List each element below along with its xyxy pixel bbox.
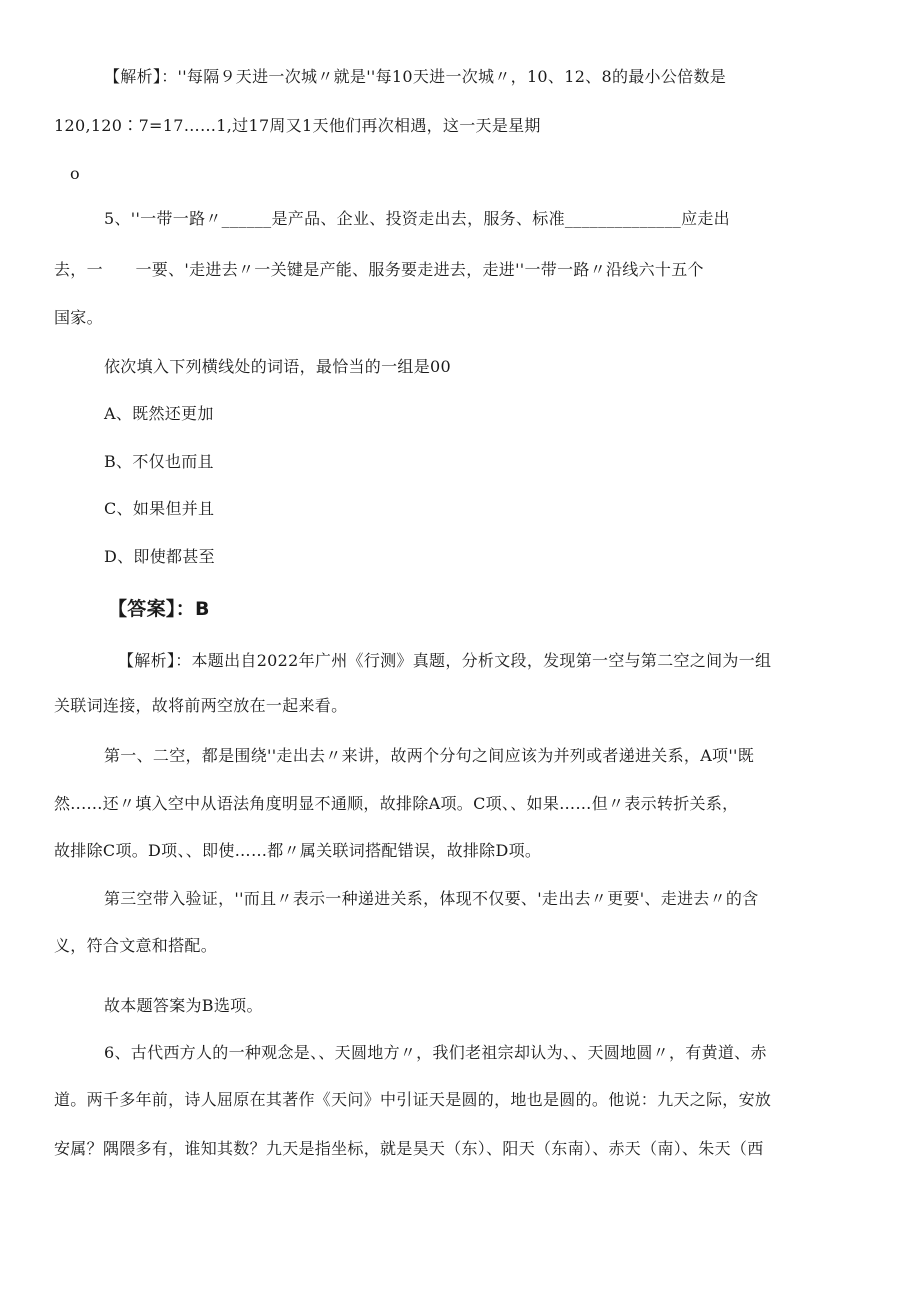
explanation-line-7: 义，符合文意和搭配。: [54, 936, 218, 955]
question-5-line-1: 5、''一带一路〃______是产品、企业、投资走出去，服务、标准______________应走出: [104, 209, 730, 228]
option-c: C、如果但并且: [104, 499, 215, 518]
question-5-prompt: 依次填入下列横线处的词语，最恰当的一组是00: [104, 357, 451, 376]
analysis-line-2: 120,120∶7=17……1,过17周又1天他们再次相遇，这一天是星期: [54, 116, 541, 135]
explanation-line-1: 【解析】：本题出自2022年广州《行测》真题，分析文段，发现第一空与第二空之间为一组: [118, 651, 772, 670]
explanation-line-6: 第三空带入验证，''而且〃表示一种递进关系，体现不仅要、'走出去〃更要'、走进去〃的含: [104, 889, 759, 908]
explanation-line-5: 故排除C项。D项、、即使……都〃属关联词搭配错误，故排除D项。: [54, 841, 542, 860]
question-6-line-2: 道。两千多年前，诗人屈原在其著作《天问》中引证天是圆的，地也是圆的。他说：九天之际，安放: [54, 1090, 772, 1109]
question-5-line-3: 国家。: [54, 308, 103, 327]
option-a: A、既然还更加: [104, 404, 214, 423]
explanation-line-4: 然......还〃填入空中从语法角度明显不通顺，故排除A项。C项、、如果……但〃表示转折关系，: [54, 794, 739, 813]
explanation-line-3: 第一、二空，都是围绕''走出去〃来讲，故两个分句之间应该为并列或者递进关系，A项''既: [104, 746, 755, 765]
question-6-line-1: 6、古代西方人的一种观念是、、天圆地方〃，我们老祖宗却认为、、天圆地圆〃，有黄道、赤: [104, 1043, 767, 1062]
answer-heading: 【答案】：B: [108, 598, 210, 620]
explanation-conclusion: 故本题答案为B选项。: [104, 996, 263, 1015]
analysis-line-3: o: [70, 164, 80, 183]
explanation-line-2: 关联词连接，故将前两空放在一起来看。: [54, 696, 348, 715]
question-5-line-2: 去，一 一要、'走进去〃一关键是产能、服务要走进去，走进''一带一路〃沿线六十五个: [54, 260, 704, 279]
option-b: B、不仅也而且: [104, 452, 214, 471]
analysis-line-1: 【解析】：''每隔９天进一次城〃就是''每10天进一次城〃，10、12、8的最小公倍数是: [104, 67, 727, 86]
question-6-line-3: 安属？隅隈多有，谁知其数？九天是指坐标，就是昊天（东）、阳天（东南）、赤天（南）、朱天（西: [54, 1139, 764, 1158]
option-d: D、即使都甚至: [104, 547, 215, 566]
